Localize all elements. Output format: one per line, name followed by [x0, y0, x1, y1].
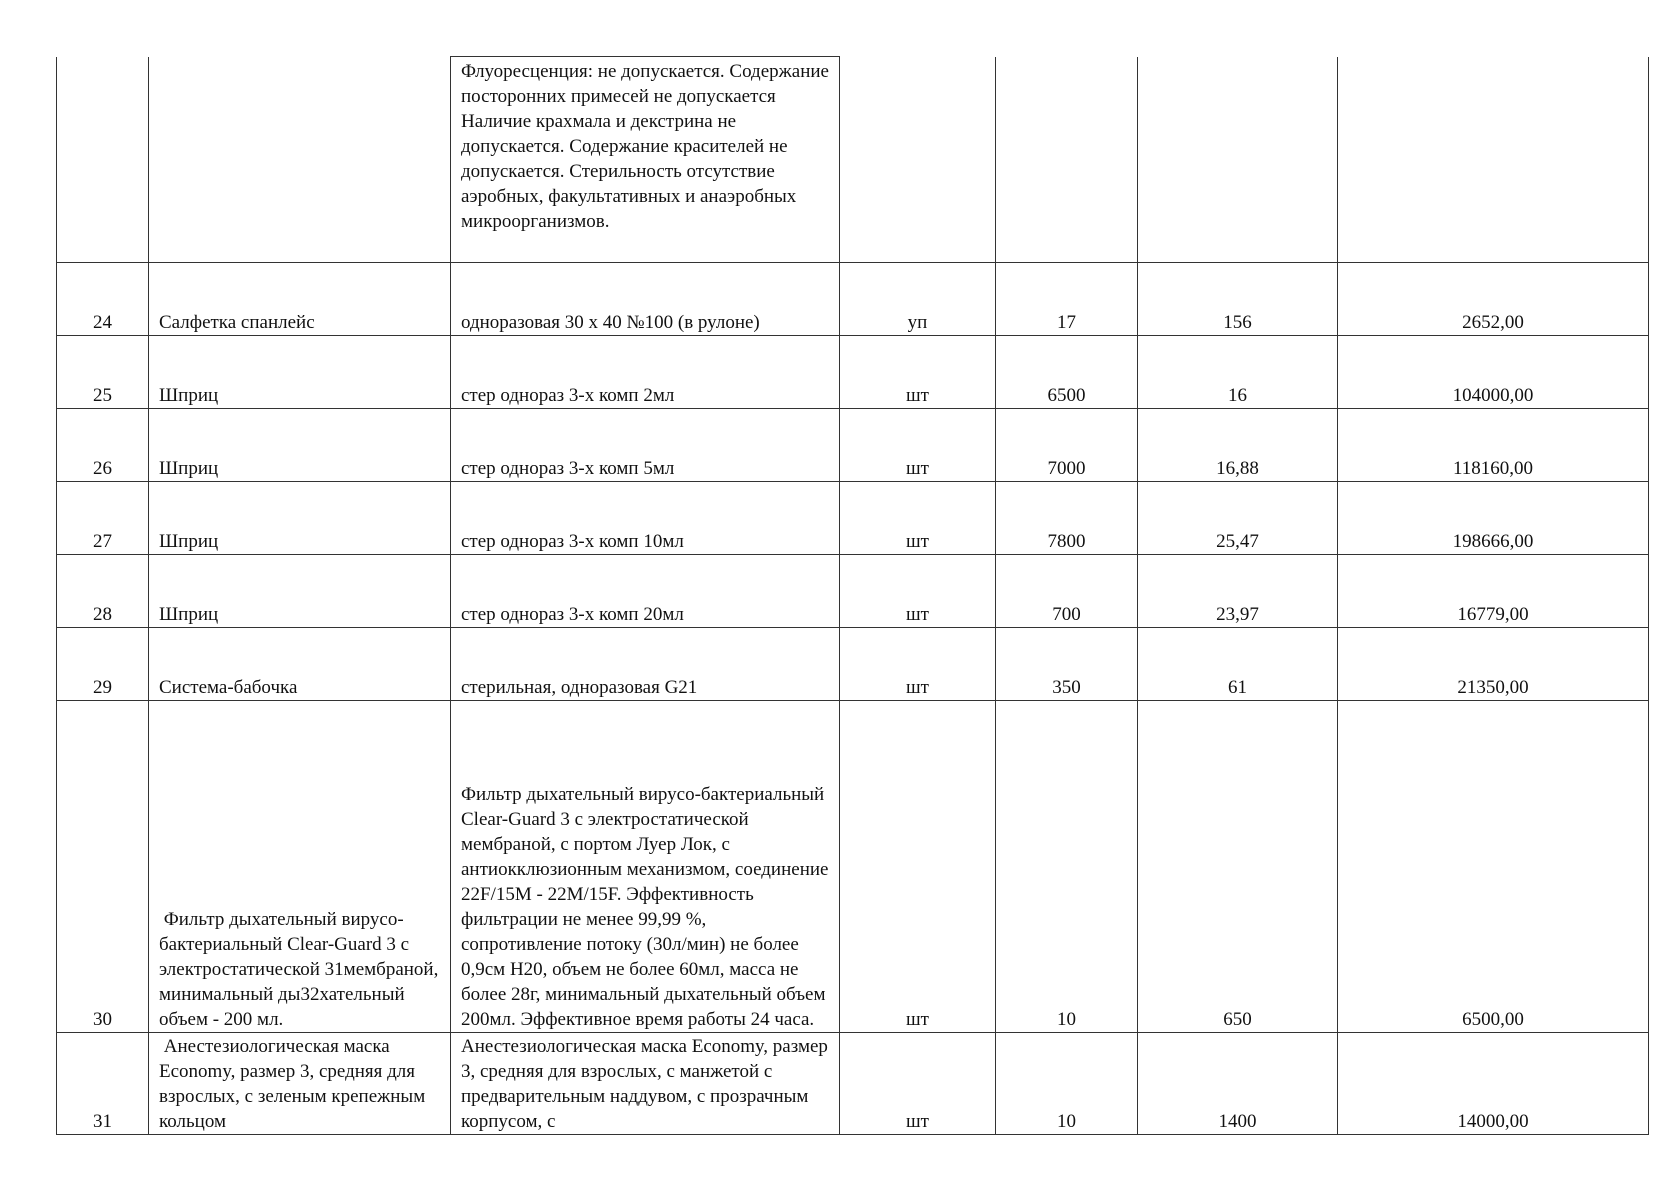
table-row — [57, 701, 1649, 1033]
item-description: стер однораз 3-х комп 2мл — [451, 336, 840, 409]
item-price: 650 — [1138, 701, 1338, 1033]
item-name: Шприц — [149, 482, 451, 555]
item-price: 16,88 — [1138, 409, 1338, 482]
item-price: 156 — [1138, 263, 1338, 336]
row-number: 26 — [57, 409, 149, 482]
item-quantity: 6500 — [996, 336, 1138, 409]
row-number: 24 — [57, 263, 149, 336]
item-sum — [1338, 57, 1649, 263]
item-name: Шприц — [149, 336, 451, 409]
row-number: 27 — [57, 482, 149, 555]
item-quantity: 7800 — [996, 482, 1138, 555]
item-description: стер однораз 3-х комп 10мл — [451, 482, 840, 555]
item-name: Система-бабочка — [149, 628, 451, 701]
item-sum: 21350,00 — [1338, 628, 1649, 701]
row-number — [57, 57, 149, 263]
item-price: 25,47 — [1138, 482, 1338, 555]
table-row — [57, 628, 1649, 701]
row-number: 30 — [57, 701, 149, 1033]
item-sum: 16779,00 — [1338, 555, 1649, 628]
item-unit: шт — [840, 555, 996, 628]
item-description: стер однораз 3-х комп 20мл — [451, 555, 840, 628]
item-unit: уп — [840, 263, 996, 336]
item-sum: 2652,00 — [1338, 263, 1649, 336]
item-name: Анестезиологическая маска Economy, размер 3, средняя для взрослых, с зеленым крепежным кольцом — [149, 1033, 451, 1135]
item-description: стер однораз 3-х комп 5мл — [451, 409, 840, 482]
item-price: 23,97 — [1138, 555, 1338, 628]
item-unit: шт — [840, 409, 996, 482]
item-name: Салфетка спанлейс — [149, 263, 451, 336]
item-name — [149, 57, 451, 263]
item-sum: 118160,00 — [1338, 409, 1649, 482]
item-description: Флуоресценция: не допускается. Содержание посторонних примесей не допускается Наличие крахмала и декстрина не допускается. Содержание красителей не допускается. Стерильность отсутствие аэробных, факультативных и анаэробных микроорганизмов. — [451, 57, 840, 263]
item-quantity: 350 — [996, 628, 1138, 701]
item-unit: шт — [840, 628, 996, 701]
table-row — [57, 482, 1649, 555]
item-sum: 14000,00 — [1338, 1033, 1649, 1135]
item-price: 61 — [1138, 628, 1338, 701]
item-quantity — [996, 57, 1138, 263]
item-quantity: 17 — [996, 263, 1138, 336]
table-row — [57, 555, 1649, 628]
row-number: 31 — [57, 1033, 149, 1135]
table-row — [57, 263, 1649, 336]
item-unit: шт — [840, 482, 996, 555]
item-sum: 198666,00 — [1338, 482, 1649, 555]
item-name: Фильтр дыхательный вирусо-бактериальный Clear-Guard 3 с электростатической 31мембраной, минимальный ды32хательный объем - 200 мл. — [149, 701, 451, 1033]
table-row — [57, 57, 1649, 263]
table-row — [57, 409, 1649, 482]
item-quantity: 7000 — [996, 409, 1138, 482]
item-quantity: 700 — [996, 555, 1138, 628]
item-price: 1400 — [1138, 1033, 1338, 1135]
table-row — [57, 1033, 1649, 1135]
item-price — [1138, 57, 1338, 263]
items-table — [56, 56, 1649, 1135]
item-description: одноразовая 30 х 40 №100 (в рулоне) — [451, 263, 840, 336]
row-number: 25 — [57, 336, 149, 409]
item-quantity: 10 — [996, 701, 1138, 1033]
row-number: 29 — [57, 628, 149, 701]
item-sum: 104000,00 — [1338, 336, 1649, 409]
item-unit: шт — [840, 336, 996, 409]
item-description: Анестезиологическая маска Economy, размер 3, средняя для взрослых, с манжетой с предварительным наддувом, с прозрачным корпусом, с — [451, 1033, 840, 1135]
item-quantity: 10 — [996, 1033, 1138, 1135]
item-sum: 6500,00 — [1338, 701, 1649, 1033]
item-name: Шприц — [149, 409, 451, 482]
row-number: 28 — [57, 555, 149, 628]
item-description: стерильная, одноразовая G21 — [451, 628, 840, 701]
item-unit: шт — [840, 701, 996, 1033]
item-price: 16 — [1138, 336, 1338, 409]
item-name: Шприц — [149, 555, 451, 628]
item-unit: шт — [840, 1033, 996, 1135]
item-unit — [840, 57, 996, 263]
item-description: Фильтр дыхательный вирусо-бактериальный Clear-Guard 3 с электростатической мембраной, с портом Луер Лок, с антиокклюзионным механизмом, соединение 22F/15M - 22M/15F. Эффективность фильтрации не менее 99,99 %, сопротивление потоку (30л/мин) не более 0,9см Н20, объем не более 60мл, масса не более 28г, минимальный дыхательный объем 200мл. Эффективное время работы 24 часа. — [451, 701, 840, 1033]
table-row — [57, 336, 1649, 409]
